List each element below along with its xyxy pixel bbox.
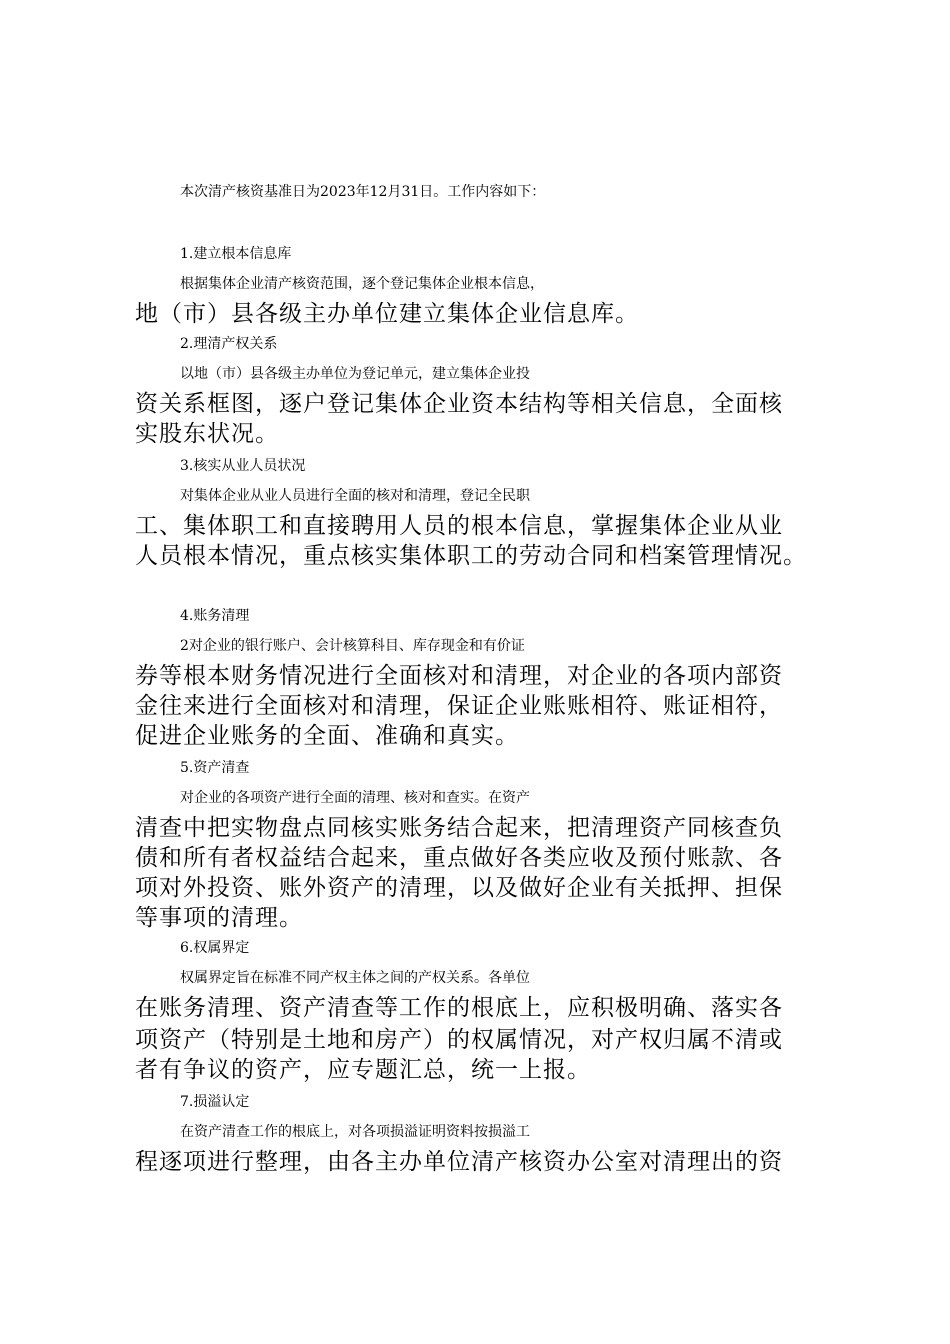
intro-paragraph: 本次清产核资基准日为2023年12月31日。工作内容如下：: [180, 184, 546, 200]
section-heading-4: 4.账务清理: [180, 608, 250, 624]
paragraph-line: 权属界定旨在标准不同产权主体之间的产权关系。各单位: [180, 970, 530, 986]
paragraph-line: 项对外投资、账外资产的清理，以及做好企业有关抵押、担保: [135, 875, 783, 901]
paragraph-line: 以地（市）县各级主办单位为登记单元，建立集体企业投: [180, 366, 530, 382]
paragraph-line: 券等根本财务情况进行全面核对和清理，对企业的各项内部资: [135, 663, 783, 689]
paragraph-line: 人员根本情况，重点核实集体职工的劳动合同和档案管理情况。: [135, 543, 807, 569]
paragraph-line: 对企业的各项资产进行全面的清理、核对和查实。在资产: [180, 790, 530, 806]
section-heading-2: 2.理清产权关系: [180, 336, 278, 352]
section-heading-7: 7.损溢认定: [180, 1094, 250, 1110]
paragraph-line: 者有争议的资产，应专题汇总，统一上报。: [135, 1057, 591, 1083]
paragraph-line: 债和所有者权益结合起来，重点做好各类应收及预付账款、各: [135, 845, 783, 871]
paragraph-line: 根据集体企业清产核资范围，逐个登记集体企业根本信息，: [180, 276, 544, 292]
paragraph-line: 2对企业的银行账户、会计核算科目、库存现金和有价证: [180, 638, 525, 654]
paragraph-line: 工、集体职工和直接聘用人员的根本信息，掌握集体企业从业: [135, 513, 783, 539]
paragraph-line: 促进企业账务的全面、准确和真实。: [135, 723, 519, 749]
paragraph-line: 程逐项进行整理，由各主办单位清产核资办公室对清理出的资: [135, 1149, 783, 1175]
section-heading-3: 3.核实从业人员状况: [180, 458, 306, 474]
paragraph-line: 等事项的清理。: [135, 905, 303, 931]
paragraph-line: 在资产清查工作的根底上，对各项损溢证明资料按损溢工: [180, 1124, 530, 1140]
section-heading-5: 5.资产清查: [180, 760, 250, 776]
paragraph-line: 金往来进行全面核对和清理，保证企业账账相符、账证相符，: [135, 693, 783, 719]
paragraph-line: 对集体企业从业人员进行全面的核对和清理，登记全民职: [180, 488, 530, 504]
paragraph-line: 实股东状况。: [135, 421, 279, 447]
paragraph-line: 项资产（特别是土地和房产）的权属情况，对产权归属不清或: [135, 1027, 783, 1053]
paragraph-line: 资关系框图，逐户登记集体企业资本结构等相关信息，全面核: [135, 391, 783, 417]
paragraph-line: 地（市）县各级主办单位建立集体企业信息库。: [135, 301, 639, 327]
section-heading-1: 1.建立根本信息库: [180, 246, 292, 262]
paragraph-line: 清查中把实物盘点同核实账务结合起来，把清理资产同核查负: [135, 815, 783, 841]
paragraph-line: 在账务清理、资产清查等工作的根底上，应积极明确、落实各: [135, 995, 783, 1021]
section-heading-6: 6.权属界定: [180, 940, 250, 956]
